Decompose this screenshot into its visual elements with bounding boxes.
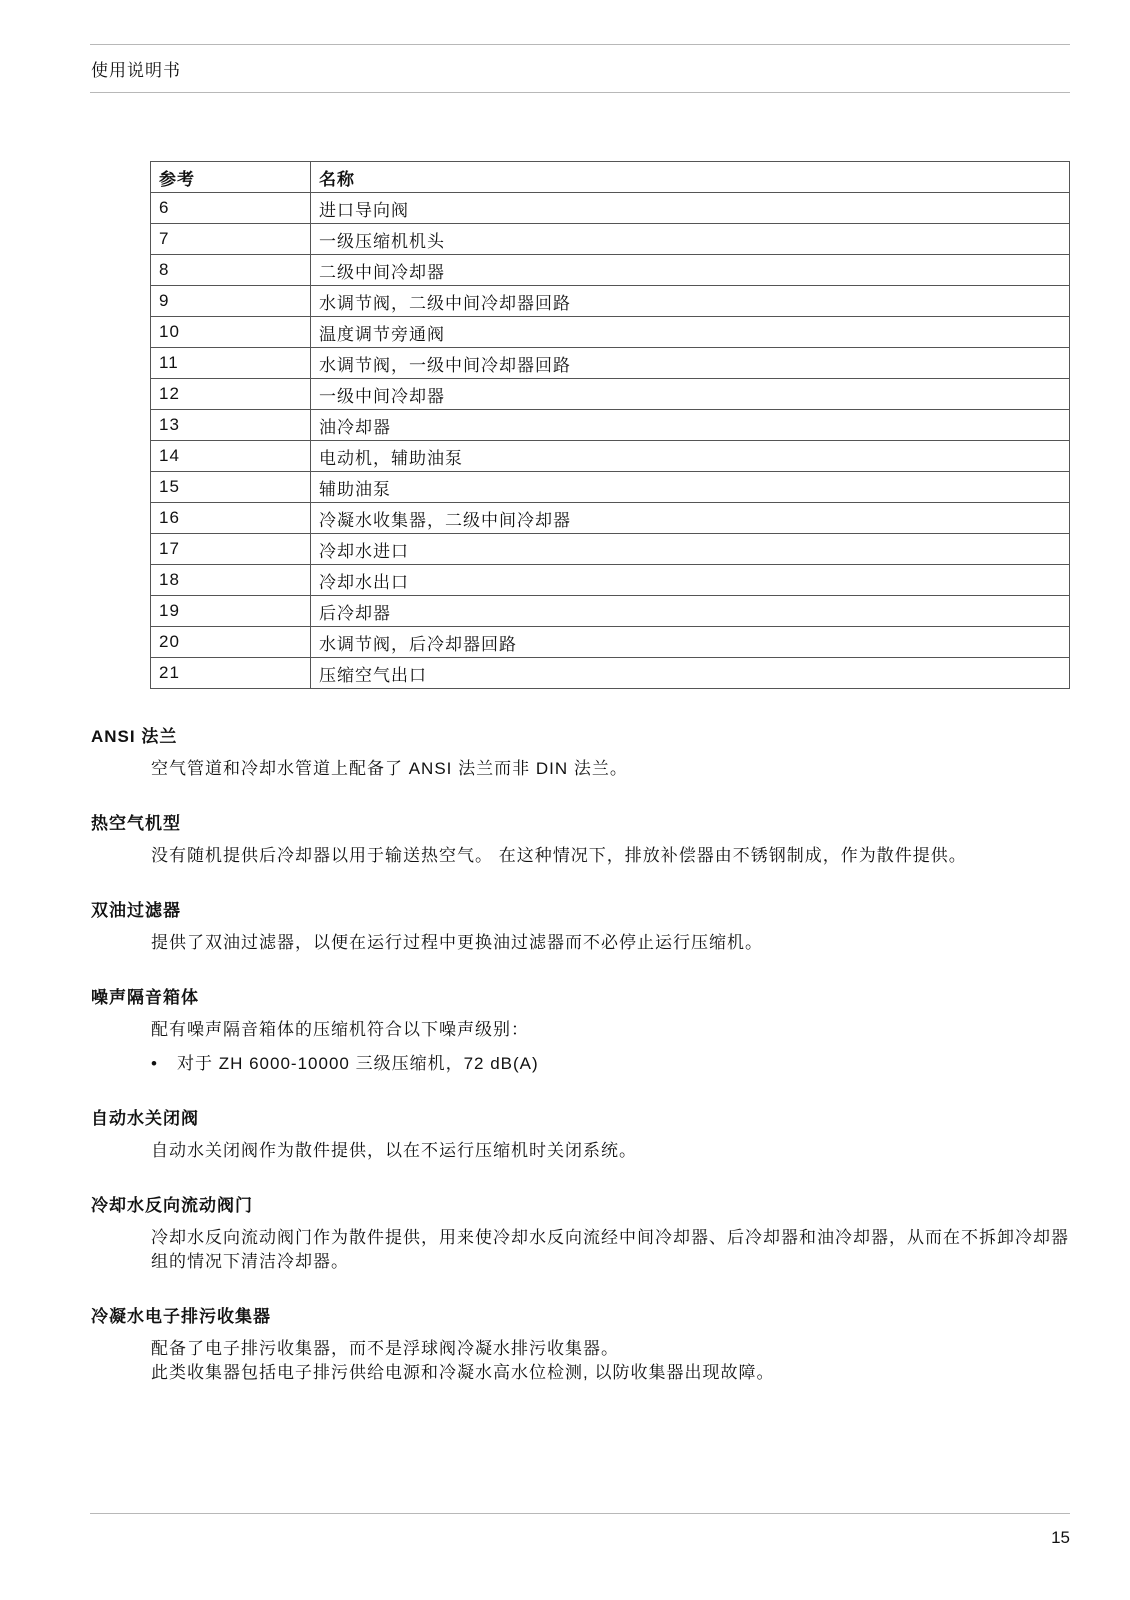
header-rule-top (90, 44, 1070, 45)
section-text: 配有噪声隔音箱体的压缩机符合以下噪声级别： (151, 1020, 529, 1039)
footer-rule (90, 1513, 1070, 1514)
table-row (151, 472, 1070, 503)
table-row (151, 348, 1070, 379)
cell-name: 压缩空气出口 (311, 658, 1070, 689)
section-text: 冷却水反向流动阀门作为散件提供，用来使冷却水反向流经中间冷却器、后冷却器和油冷却器，从而在不拆卸冷却器组的情况下清洁冷却器。 (151, 1228, 1069, 1271)
cell-reference: 12 (151, 379, 311, 410)
section-title: ANSI 法兰 (91, 727, 178, 746)
section-noise-canopy (91, 983, 1071, 1076)
section-auto-water-shutoff (91, 1104, 1071, 1163)
table-row (151, 379, 1070, 410)
cell-reference: 7 (151, 224, 311, 255)
cell-name: 冷却水出口 (311, 565, 1070, 596)
table-row (151, 596, 1070, 627)
table-row (151, 410, 1070, 441)
page-number: 15 (1051, 1528, 1070, 1547)
section-text: 没有随机提供后冷却器以用于输送热空气。 在这种情况下，排放补偿器由不锈钢制成，作为散件提供。 (151, 846, 967, 865)
cell-reference: 10 (151, 317, 311, 348)
noise-level-list (151, 1052, 1071, 1076)
section-ansi-flange (91, 722, 1071, 781)
cell-name: 二级中间冷却器 (311, 255, 1070, 286)
table-row (151, 193, 1070, 224)
cell-name: 温度调节旁通阀 (311, 317, 1070, 348)
cell-name: 辅助油泵 (311, 472, 1070, 503)
cell-reference: 19 (151, 596, 311, 627)
cell-name: 冷却水进口 (311, 534, 1070, 565)
table-row (151, 503, 1070, 534)
cell-name: 冷凝水收集器，二级中间冷却器 (311, 503, 1070, 534)
cell-reference: 8 (151, 255, 311, 286)
cell-name: 水调节阀，后冷却器回路 (311, 627, 1070, 658)
header-title: 使用说明书 (91, 61, 181, 80)
cell-name: 进口导向阀 (311, 193, 1070, 224)
cell-reference: 13 (151, 410, 311, 441)
section-double-oil-filter (91, 896, 1071, 955)
section-text: 配备了电子排污收集器，而不是浮球阀冷凝水排污收集器。 (151, 1339, 619, 1358)
section-electronic-drain (91, 1302, 1071, 1385)
option-sections (91, 722, 1071, 1413)
section-hot-air-model (91, 809, 1071, 868)
section-title: 双油过滤器 (91, 901, 181, 920)
section-text: 提供了双油过滤器，以便在运行过程中更换油过滤器而不必停止运行压缩机。 (151, 933, 763, 952)
parts-table (150, 161, 1070, 689)
cell-reference: 20 (151, 627, 311, 658)
list-item (151, 1052, 1071, 1076)
table-body (151, 193, 1070, 689)
table-row (151, 286, 1070, 317)
table-row (151, 534, 1070, 565)
cell-reference: 15 (151, 472, 311, 503)
cell-reference: 16 (151, 503, 311, 534)
list-item-text: 对于 ZH 6000-10000 三级压缩机，72 dB(A) (177, 1054, 539, 1073)
header-rule-bottom (90, 92, 1070, 93)
cell-name: 油冷却器 (311, 410, 1070, 441)
table-row (151, 317, 1070, 348)
section-title: 冷却水反向流动阀门 (91, 1196, 253, 1215)
header-reference: 参考 (151, 162, 311, 193)
cell-reference: 9 (151, 286, 311, 317)
table-row (151, 224, 1070, 255)
cell-name: 水调节阀，二级中间冷却器回路 (311, 286, 1070, 317)
section-title: 冷凝水电子排污收集器 (91, 1307, 271, 1326)
table-row (151, 441, 1070, 472)
table-row (151, 627, 1070, 658)
cell-reference: 17 (151, 534, 311, 565)
cell-reference: 6 (151, 193, 311, 224)
cell-name: 水调节阀，一级中间冷却器回路 (311, 348, 1070, 379)
cell-name: 后冷却器 (311, 596, 1070, 627)
table-header-row (151, 162, 1070, 193)
cell-name: 电动机，辅助油泵 (311, 441, 1070, 472)
cell-reference: 11 (151, 348, 311, 379)
section-text: 空气管道和冷却水管道上配备了 ANSI 法兰而非 DIN 法兰。 (151, 759, 628, 778)
table-row (151, 565, 1070, 596)
cell-name: 一级压缩机机头 (311, 224, 1070, 255)
section-reverse-flow-valve (91, 1191, 1071, 1274)
section-text-2: 此类收集器包括电子排污供给电源和冷凝水高水位检测, 以防收集器出现故障。 (151, 1363, 775, 1382)
section-text: 自动水关闭阀作为散件提供，以在不运行压缩机时关闭系统。 (151, 1141, 637, 1160)
bullet-icon: • (151, 1054, 158, 1073)
cell-reference: 14 (151, 441, 311, 472)
cell-reference: 21 (151, 658, 311, 689)
table-row (151, 255, 1070, 286)
section-title: 噪声隔音箱体 (91, 988, 199, 1007)
table-row (151, 658, 1070, 689)
section-title: 热空气机型 (91, 814, 181, 833)
cell-reference: 18 (151, 565, 311, 596)
cell-name: 一级中间冷却器 (311, 379, 1070, 410)
header-name: 名称 (311, 162, 1070, 193)
section-title: 自动水关闭阀 (91, 1109, 199, 1128)
